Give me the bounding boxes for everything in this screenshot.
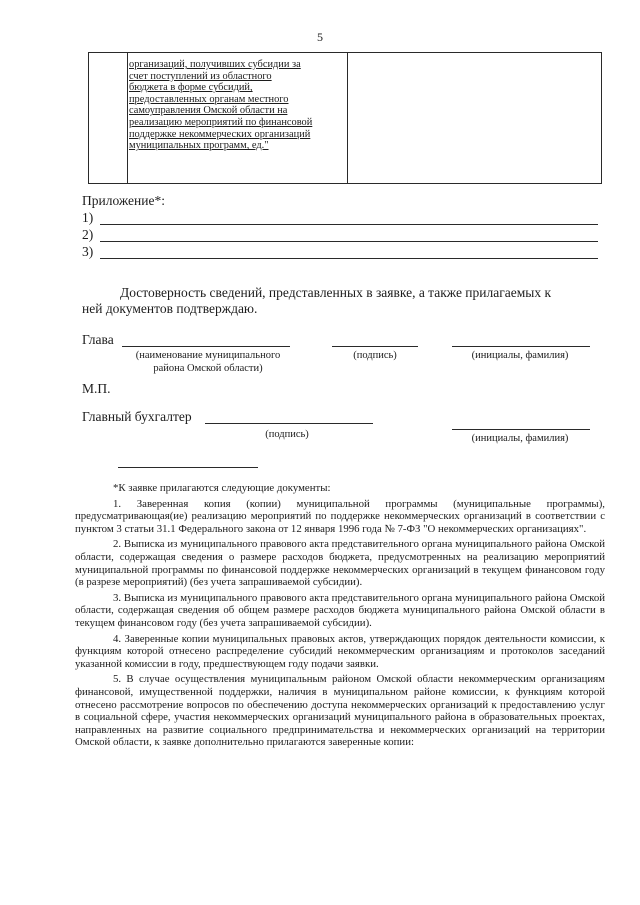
accountant-label: Главный бухгалтер xyxy=(82,409,192,424)
head-signature-field[interactable] xyxy=(332,346,418,347)
attachments-label: Приложение*: xyxy=(82,193,165,208)
page-number: 5 xyxy=(317,30,323,44)
accountant-signature-caption: (подпись) xyxy=(265,429,309,440)
attachment-field-1[interactable] xyxy=(100,224,598,225)
signature-caption: (подпись) xyxy=(353,350,397,361)
attachment-item-number: 1) xyxy=(82,210,94,225)
table-cell-indicator xyxy=(129,59,347,152)
cell-line: поддержке некоммерческих организаций xyxy=(129,128,311,140)
footnote-item: 2. Выписка из муниципального правового акта представительного органа муниципального района Омской области, содержащая сведения о размере расходов бюджета, предусмотренных на реализацию мероприятий муниципальной программы по финансовой поддержке некоммерческих организаций в текущем финансовом году (в разрезе мероприятий) (без учета запрашиваемой субсидии). xyxy=(75,538,605,589)
attachment-field-2[interactable] xyxy=(100,241,598,242)
cell-line: муниципальных программ, ед." xyxy=(129,140,269,152)
footnote-item: 3. Выписка из муниципального правового акта представительного органа муниципального района Омской области, содержащая сведения об общем размере расходов бюджета муниципального района Омской области в текущем финансовом году (без учета запрашиваемой субсидии). xyxy=(75,591,605,629)
initials-caption: (инициалы, фамилия) xyxy=(471,350,569,361)
footnote-item: 5. В случае осуществления муниципальным районом Омской области некоммерческим организациям финансовой, имущественной поддержки, наличия в муниципальном районе комиссии, к функциям которой отнесено рассмотрение вопросов по обеспечению доступа некоммерческих организаций к предоставлению услуг в социальной сфере, участия некоммерческих организаций муниципального района в образовательных проектах, направленных на развитие социального предпринимательства и некоммерческих организаций на территории Омской области, к заявке дополнительно прилагаются заверенные копии: xyxy=(75,673,605,749)
cell-line: бюджета в форме субсидий, xyxy=(129,82,253,94)
head-label: Глава xyxy=(82,332,114,347)
head-caption-line: района Омской области) xyxy=(153,363,263,374)
accountant-initials-field[interactable] xyxy=(452,429,590,430)
cell-line: реализацию мероприятий по финансовой xyxy=(129,116,313,128)
table-divider xyxy=(127,53,128,183)
head-initials-field[interactable] xyxy=(452,346,590,347)
indicator-table xyxy=(88,52,602,184)
head-name-field[interactable] xyxy=(122,346,290,347)
attachment-item-number: 2) xyxy=(82,227,94,242)
attachment-field-3[interactable] xyxy=(100,258,598,259)
footnote-item: 4. Заверенные копии муниципальных правовых актов, утверждающих порядок деятельности комиссии, к функциям которой отнесено распределение субсидий некоммерческим организациям и протоколов заседаний указанной комиссии в году, предшествующем году подачи заявки. xyxy=(75,632,605,670)
table-divider xyxy=(347,53,348,183)
certification-line-1: Достоверность сведений, представленных в заявке, а также прилагаемых к xyxy=(120,285,552,300)
cell-line: предоставленных органам местного xyxy=(129,93,289,105)
accountant-signature-field[interactable] xyxy=(205,423,373,424)
seal-mark: М.П. xyxy=(82,381,111,396)
head-caption-line: (наименование муниципального xyxy=(135,350,281,361)
footnote-intro: *К заявке прилагаются следующие документы: xyxy=(113,482,331,494)
attachment-item-number: 3) xyxy=(82,244,94,259)
cell-line: счет поступлений из областного xyxy=(129,70,272,82)
head-caption xyxy=(110,349,306,375)
cell-line: самоуправления Омской области на xyxy=(129,105,288,117)
footnote-separator xyxy=(118,467,258,468)
footnotes xyxy=(75,482,605,752)
certification-line-2: ней документов подтверждаю. xyxy=(82,301,258,316)
accountant-initials-caption: (инициалы, фамилия) xyxy=(471,433,569,444)
cell-line: организаций, получивших субсидии за xyxy=(129,59,301,70)
footnote-item: 1. Заверенная копия (копии) муниципальной программы (муниципальные программы), предусматривающая(ие) реализацию мероприятий по поддержке некоммерческих организаций в соответствии с пунктом 3 статьи 31.1 Федерального закона от 12 января 1996 года № 7-ФЗ "О некоммерческих организациях". xyxy=(75,497,605,535)
